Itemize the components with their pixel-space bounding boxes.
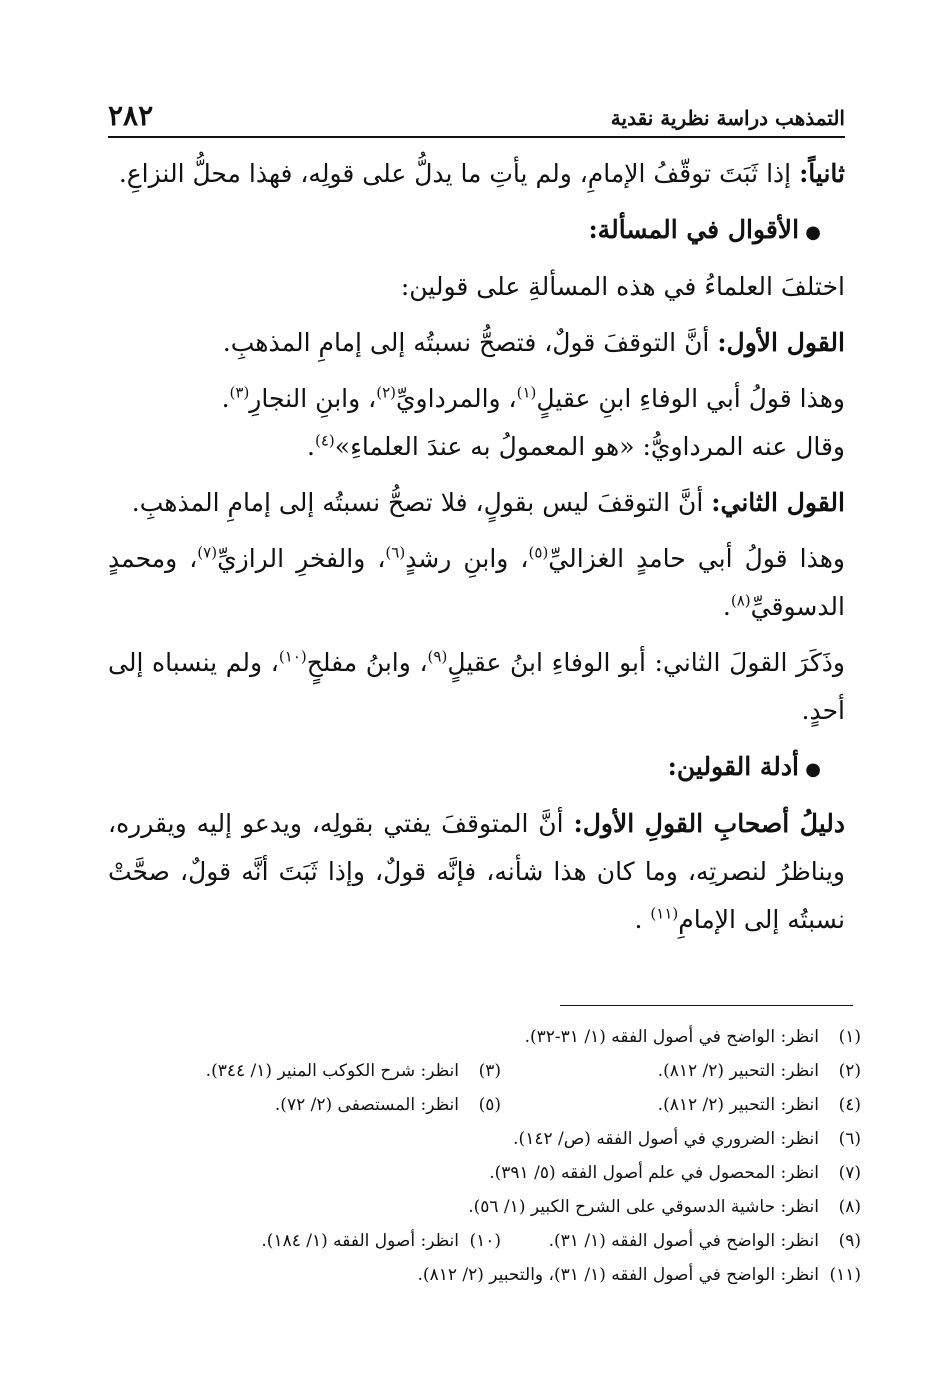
paragraph-first-opinion (108, 319, 845, 367)
footnote-number: (١) (838, 1027, 861, 1047)
footnote-line (108, 1258, 861, 1292)
footnote-number: (٤) (838, 1095, 861, 1115)
paragraph-text: أنَّ التوقفَ ليس بقولٍ، فلا تصحُّ نسبتُه إلى إمامِ المذهبِ. (131, 488, 712, 517)
text-run: ، وابنِ رشدٍ (405, 544, 529, 573)
text-run: وهذا قولُ أبي حامدٍ الغزاليِّ (548, 544, 845, 573)
footnote-ref[interactable]: (٣) (229, 383, 250, 402)
main-text (108, 150, 845, 952)
footnote-line (108, 1190, 861, 1224)
footnote-number: (٩) (838, 1231, 861, 1251)
paragraph-second-point (108, 150, 845, 198)
section-heading-evidence: ● أدلة القولين: (108, 743, 821, 794)
footnote-ref[interactable]: (٦) (385, 543, 406, 562)
footnotes (108, 1020, 861, 1292)
footnote-text: انظر: أصول الفقه (١/ ١٨٤). (261, 1231, 459, 1251)
lead-term: ثانياً: (799, 159, 845, 188)
footnote-number: (١٠) (469, 1231, 501, 1251)
footnote-ref[interactable]: (٢) (376, 383, 396, 402)
lead-term: القول الأول: (717, 328, 845, 357)
footnote-text: انظر: الواضح في أصول الفقه (١/ ٣١-٣٢). (524, 1027, 819, 1047)
footnote-text: انظر: الواضح في أصول الفقه (١/ ٣١). (548, 1231, 819, 1251)
paragraph-second-opinion-mentions (108, 639, 845, 735)
text-run: . (722, 592, 731, 621)
page-number: ٢٨٢ (108, 99, 154, 132)
footnote-line (108, 1122, 861, 1156)
footnote-ref[interactable]: (١) (516, 383, 537, 402)
footnote-line (108, 1088, 861, 1122)
footnote-text: انظر: حاشية الدسوقي على الشرح الكبير (١/ ٥٦). (468, 1197, 819, 1217)
footnote-number: (١١) (829, 1265, 861, 1285)
text-run: وقال عنه المرداويُّ: «هو المعمولُ به عندَ العلماءِ» (334, 432, 845, 461)
footnote-ref[interactable]: (١١) (650, 904, 679, 923)
footnote-text: انظر: الواضح في أصول الفقه (١/ ٣١)، والتحبير (٢/ ٨١٢). (417, 1265, 819, 1285)
text-run: . (221, 384, 230, 413)
paragraph-intro: اختلفَ العلماءُ في هذه المسألةِ على قولين: (400, 272, 845, 301)
text-run: ، وابنُ مفلحٍ (306, 648, 428, 677)
text-run: . (634, 905, 651, 934)
text-run: . (307, 432, 315, 461)
footnote-number: (٥) (478, 1095, 501, 1115)
footnote-ref[interactable]: (٥) (528, 543, 549, 562)
lead-term: القول الثاني: (711, 488, 845, 517)
footnote-number: (٢) (838, 1061, 861, 1081)
text-run: ، ولم ينسباه إلى أحدٍ. (108, 648, 845, 725)
footnote-number: (٨) (838, 1197, 861, 1217)
footnote-line (108, 1224, 861, 1258)
paragraph-text: أنَّ المتوقفَ يفتي بقولِه، ويدعو إليه ويقرره، ويناظرُ لنصرتِه، وما كان هذا شأنه، فإنَّه قولٌ، وإذا ثَبَتَ أنَّه قولٌ، صحَّتْ نسبتُه إلى الإمامِ (108, 809, 845, 934)
footnote-divider (560, 1005, 853, 1006)
footnote-number: (٣) (478, 1061, 501, 1081)
text-run: ، ومحمدٍ الدسوقيِّ (108, 544, 845, 621)
footnote-ref[interactable]: (٧) (197, 543, 218, 562)
text-run: ، والفخرِ الرازيِّ (217, 544, 386, 573)
running-title: التمذهب دراسة نظرية نقدية (610, 106, 845, 130)
footnote-line (108, 1020, 861, 1054)
text-run: وهذا قولُ أبي الوفاءِ ابنِ عقيلٍ (536, 384, 845, 413)
paragraph-first-evidence (108, 800, 845, 944)
section-heading-opinions: ● الأقوال في المسألة: (108, 206, 821, 257)
footnote-text: انظر: المحصول في علم أصول الفقه (٥/ ٣٩١). (489, 1163, 819, 1183)
paragraph-text: إذا ثَبَتَ توقّفُ الإمامِ، ولم يأتِ ما يدلُّ على قولِه، فهذا محلُّ النزاعِ. (118, 159, 800, 188)
paragraph-second-opinion-holders (108, 535, 845, 631)
footnote-ref[interactable]: (١٠) (278, 647, 307, 666)
footnote-text: انظر: التحبير (٢/ ٨١٢). (657, 1061, 819, 1081)
footnote-ref[interactable]: (٤) (315, 431, 335, 450)
footnote-text: انظر: شرح الكوكب المنير (١/ ٣٤٤). (205, 1061, 459, 1081)
lead-term: دليلُ أصحابِ القولِ الأول: (573, 809, 845, 838)
paragraph-first-opinion-holders (108, 375, 845, 471)
footnote-ref[interactable]: (٩) (427, 647, 448, 666)
page-header (108, 96, 845, 138)
text-run: ، وابنِ النجارِ (249, 384, 377, 413)
footnote-number: (٦) (838, 1129, 861, 1149)
text-run: وذَكَرَ القولَ الثاني: أبو الوفاءِ ابنُ عقيلٍ (447, 648, 846, 677)
text-run: ، والمرداويِّ (395, 384, 517, 413)
footnote-ref[interactable]: (٨) (730, 591, 751, 610)
footnote-line (108, 1156, 861, 1190)
footnote-line (108, 1054, 861, 1088)
footnote-text: انظر: الضروري في أصول الفقه (ص/ ١٤٢). (513, 1129, 819, 1149)
paragraph-second-opinion (108, 479, 845, 527)
footnote-text: انظر: التحبير (٢/ ٨١٢). (657, 1095, 819, 1115)
footnote-number: (٧) (838, 1163, 861, 1183)
footnote-text: انظر: المستصفى (٢/ ٧٢). (274, 1095, 459, 1115)
paragraph-text: أنَّ التوقفَ قولٌ، فتصحُّ نسبتُه إلى إمامِ المذهبِ. (222, 328, 718, 357)
